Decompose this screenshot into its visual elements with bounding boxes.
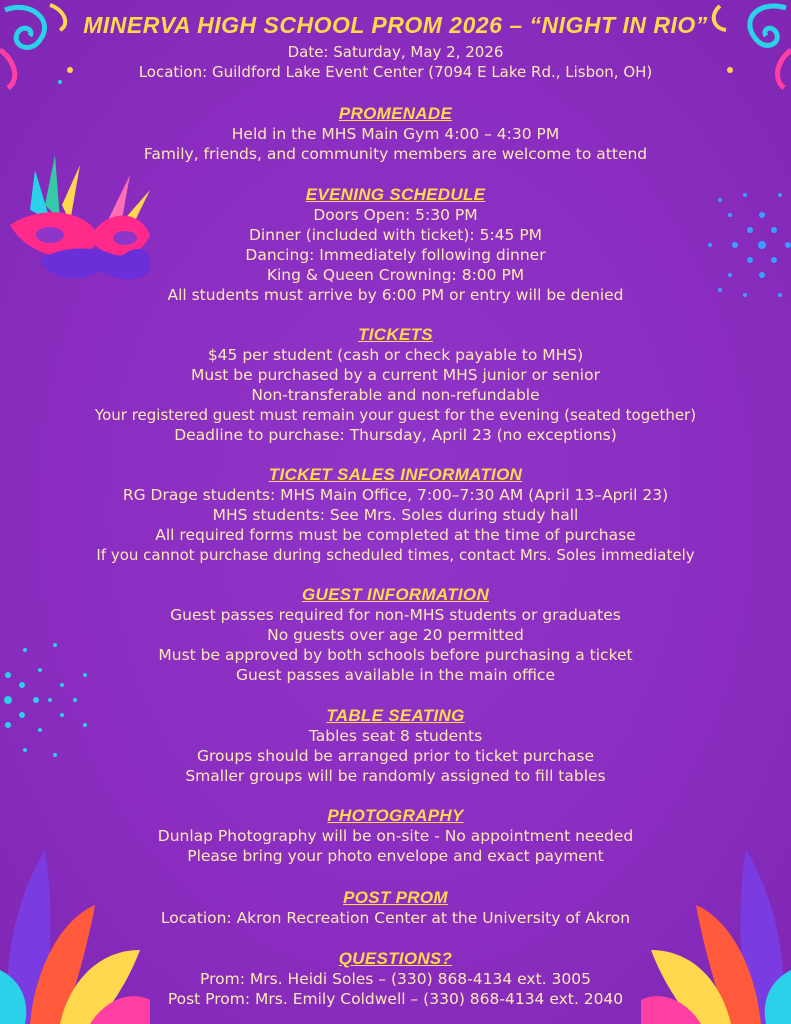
section-line: All students must arrive by 6:00 PM or entry will be denied <box>167 286 624 304</box>
section-line: Your registered guest must remain your guest for the evening (seated together) <box>94 406 697 424</box>
section-heading: TICKET SALES INFORMATION <box>268 465 523 484</box>
section-line: Non-transferable and non-refundable <box>251 386 540 404</box>
section-line: Smaller groups will be randomly assigned to fill tables <box>185 767 606 785</box>
section-line: Groups should be arranged prior to ticket purchase <box>196 747 594 765</box>
section-line: Location: Akron Recreation Center at the University of Akron <box>160 909 631 927</box>
section-ticket-sales-information <box>0 465 791 565</box>
section-heading: TICKETS <box>358 325 433 344</box>
section-heading: POST PROM <box>343 888 448 907</box>
section-line: Prom: Mrs. Heidi Soles – (330) 868-4134 ext. 3005 <box>200 970 591 988</box>
section-photography <box>0 806 791 866</box>
section-line: Please bring your photo envelope and exact payment <box>187 847 604 865</box>
section-line: Dancing: Immediately following dinner <box>245 246 546 264</box>
section-line: Family, friends, and community members are welcome to attend <box>143 145 648 163</box>
section-promenade <box>0 104 791 164</box>
section-line: RG Drage students: MHS Main Office, 7:00–7:30 AM (April 13–April 23) <box>122 486 669 504</box>
section-tickets <box>0 325 791 445</box>
page-title: MINERVA HIGH SCHOOL PROM 2026 – “NIGHT IN RIO” <box>83 12 708 38</box>
section-line: Deadline to purchase: Thursday, April 23 (no exceptions) <box>174 426 617 444</box>
section-heading: EVENING SCHEDULE <box>305 185 486 204</box>
section-line: Dunlap Photography will be on-site - No appointment needed <box>157 827 634 845</box>
section-heading: PHOTOGRAPHY <box>327 806 464 825</box>
section-line: Guest passes required for non-MHS students or graduates <box>170 606 621 624</box>
section-line: No guests over age 20 permitted <box>267 626 524 644</box>
section-heading: TABLE SEATING <box>326 706 465 725</box>
section-evening-schedule <box>0 185 791 305</box>
section-line: If you cannot purchase during scheduled times, contact Mrs. Soles immediately <box>96 546 695 564</box>
section-heading: PROMENADE <box>338 104 453 123</box>
section-line: Guest passes available in the main office <box>236 666 555 684</box>
section-guest-information <box>0 585 791 685</box>
section-line: King & Queen Crowning: 8:00 PM <box>266 266 525 284</box>
section-line: Doors Open: 5:30 PM <box>313 206 478 224</box>
section-line: $45 per student (cash or check payable to MHS) <box>207 346 584 364</box>
section-line: MHS students: See Mrs. Soles during study hall <box>212 506 579 524</box>
section-line: Must be purchased by a current MHS junior or senior <box>191 366 600 384</box>
section-questions <box>0 949 791 1009</box>
event-date: Date: Saturday, May 2, 2026 <box>287 43 504 61</box>
section-line: Dinner (included with ticket): 5:45 PM <box>248 226 543 244</box>
section-line: Post Prom: Mrs. Emily Coldwell – (330) 868-4134 ext. 2040 <box>167 990 624 1008</box>
section-post-prom <box>0 888 791 928</box>
section-line: All required forms must be completed at the time of purchase <box>155 526 636 544</box>
section-line: Tables seat 8 students <box>308 727 483 745</box>
section-heading: GUEST INFORMATION <box>301 585 490 604</box>
section-heading: QUESTIONS? <box>338 949 453 968</box>
event-location: Location: Guildford Lake Event Center (7094 E Lake Rd., Lisbon, OH) <box>138 63 653 81</box>
section-line: Held in the MHS Main Gym 4:00 – 4:30 PM <box>231 125 560 143</box>
section-line: Must be approved by both schools before purchasing a ticket <box>158 646 633 664</box>
section-table-seating <box>0 706 791 786</box>
